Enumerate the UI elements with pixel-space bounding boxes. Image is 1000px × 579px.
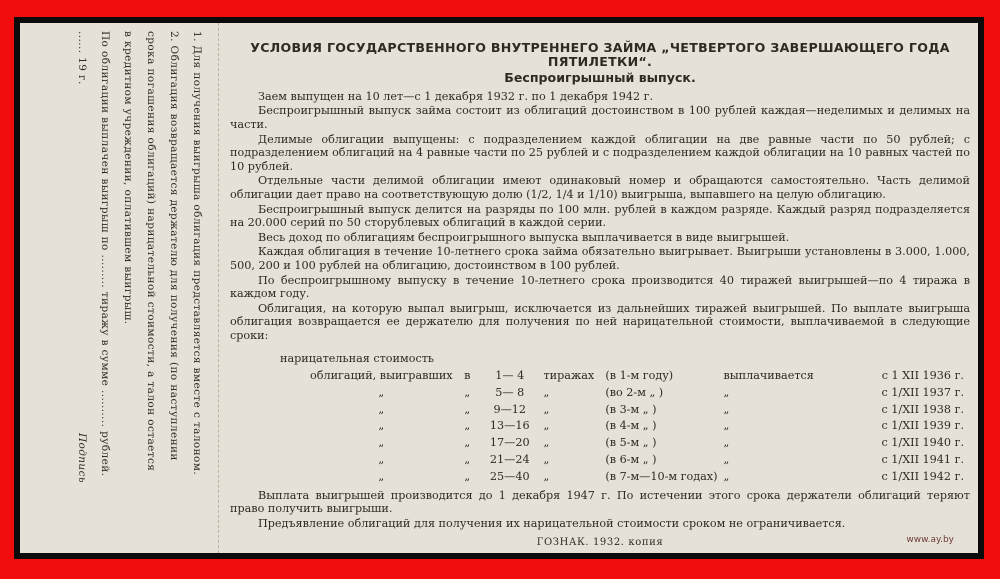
schedule-cell-verb: „: [723, 469, 730, 483]
document-title: УСЛОВИЯ ГОСУДАРСТВЕННОГО ВНУТРЕННЕГО ЗАЙМА „ЧЕТВЕРТОГО ЗАВЕРШАЮЩЕГО ГОДА ПЯТИЛЕТКИ“.: [250, 40, 950, 69]
schedule-cell-date: с 1/XII 1939 г.: [881, 419, 964, 433]
stub-signature: Подпись: [76, 432, 88, 483]
paragraph: Беспроигрышный выпуск делится на разряды по 100 млн. рублей в каждом разряде. Каждый разряд подразделяется на 20.000 серий по 50 сторублевых облигаций в каждой серии.: [230, 202, 970, 230]
stub-line-2b: срока погашения облигаций) нарицательной стоимости, а талон остается: [145, 31, 157, 472]
schedule-cell-word: тиражах: [543, 369, 595, 383]
stub-line-1: 1. Для получения выигрыша облигация представляется вместе с талоном.: [191, 31, 203, 476]
schedule-cell-in: „: [464, 385, 471, 399]
schedule-row: [310, 385, 970, 402]
schedule-cell-who: „: [378, 419, 385, 433]
schedule-row: [310, 402, 970, 419]
schedule-cell-verb: „: [723, 453, 730, 467]
site-watermark: www.ay.by: [906, 535, 954, 545]
closing-paragraph: Предъявление облигаций для получения их нарицательной стоимости сроком не ограничивается.: [258, 516, 846, 530]
paragraph: Отдельные части делимой облигации имеют одинаковый номер и обращаются самостоятельно. Часть делимой облигации дает право на соответствующую долю (1/2, 1/4 и 1/10) выигрыша, выпавшего на целую облигацию.: [230, 174, 970, 201]
schedule-cell-in: в: [464, 369, 471, 383]
stub-line-2a: 2. Облигация возвращается держателю для получения (по наступлении: [168, 31, 180, 461]
paragraph: Делимые облигации выпущены: с подразделением каждой облигации на две равные части по 50 рублей; с подразделением облигаций на 4 равные части по 25 рублей и с подразделением каждой облигации на 10 равных частей по 10 рублей.: [230, 132, 970, 173]
coupon-stub: [20, 23, 219, 553]
schedule-cell-who: „: [378, 385, 385, 399]
paragraph: Каждая облигация в течение 10-летнего срока займа обязательно выигрывает. Выигрыши установлены в 3.000, 1.000, 500, 200 и 100 рублей на облигацию, достоинством в 100 рублей.: [230, 245, 970, 272]
schedule-cell-year: (в 5-м „ ): [605, 436, 657, 450]
schedule-cell-range: 13—16: [489, 419, 530, 433]
schedule-row: [310, 368, 970, 385]
schedule-cell-who: облигаций, выигравших: [310, 369, 453, 383]
document-subtitle: Беспроигрышный выпуск.: [504, 70, 696, 86]
paragraph: Весь доход по облигациям беспроигрышного выпуска выплачивается в виде выигрышей.: [258, 230, 790, 244]
schedule-cell-year: (в 7-м—10-м годах): [605, 469, 718, 483]
redemption-schedule: [310, 368, 970, 486]
schedule-heading: нарицательная стоимость: [280, 352, 434, 366]
schedule-cell-who: „: [378, 436, 385, 450]
schedule-cell-who: „: [378, 469, 385, 483]
schedule-row: [310, 452, 970, 469]
schedule-cell-date: с 1 XII 1936 г.: [881, 369, 964, 383]
schedule-cell-range: 21—24: [489, 453, 530, 467]
paragraph: Беспроигрышный выпуск займа состоит из облигаций достоинством в 100 рублей каждая—неделимых и делимых на части.: [230, 104, 970, 131]
schedule-cell-in: „: [464, 436, 471, 450]
schedule-cell-year: (в 4-м „ ): [605, 419, 657, 433]
schedule-cell-in: „: [464, 419, 471, 433]
schedule-cell-date: с 1/XII 1937 г.: [881, 385, 964, 399]
schedule-cell-who: „: [378, 453, 385, 467]
schedule-cell-word: „: [543, 436, 550, 450]
schedule-cell-range: 25—40: [489, 469, 530, 483]
schedule-cell-year: (во 2-м „ ): [605, 385, 664, 399]
stub-sign-row: [70, 31, 93, 543]
schedule-cell-in: „: [464, 402, 471, 416]
stub-date: ...... 19 г.: [76, 31, 88, 85]
schedule-cell-year: (в 6-м „ ): [605, 453, 657, 467]
schedule-cell-in: „: [464, 469, 471, 483]
schedule-cell-date: с 1/XII 1938 г.: [881, 402, 964, 416]
conditions-text: [230, 41, 970, 553]
schedule-row: [310, 418, 970, 435]
schedule-cell-range: 1— 4: [495, 369, 525, 383]
bond-paper: [20, 23, 978, 553]
schedule-cell-date: с 1/XII 1940 г.: [881, 436, 964, 450]
schedule-cell-verb: „: [723, 385, 730, 399]
schedule-cell-date: с 1/XII 1942 г.: [881, 469, 964, 483]
schedule-cell-range: 5— 8: [495, 385, 525, 399]
schedule-cell-word: „: [543, 419, 550, 433]
stub-rotated-text: [38, 31, 208, 543]
schedule-cell-range: 9—12: [493, 402, 527, 416]
paragraph: Заем выпущен на 10 лет—с 1 декабря 1932 г. по 1 декабря 1942 г.: [258, 89, 654, 103]
printer-mark: ГОЗНАК. 1932. копия: [536, 537, 664, 549]
schedule-row: [310, 469, 970, 486]
schedule-cell-word: „: [543, 385, 550, 399]
schedule-cell-in: „: [464, 453, 471, 467]
schedule-cell-verb: „: [723, 402, 730, 416]
schedule-cell-word: „: [543, 402, 550, 416]
schedule-cell-verb: „: [723, 436, 730, 450]
paragraph: По беспроигрышному выпуску в течение 10-летнего срока производится 40 тиражей выигрышей—по 4 тиража в каждом году.: [230, 273, 970, 301]
schedule-cell-who: „: [378, 402, 385, 416]
schedule-cell-range: 17—20: [489, 436, 530, 450]
schedule-cell-verb: выплачивается: [723, 369, 814, 383]
schedule-row: [310, 435, 970, 452]
paragraph: Облигация, на которую выпал выигрыш, исключается из дальнейших тиражей выигрышей. По выплате выигрыша облигация возвращается ее держателю для получения по ней нарицательной стоимости, выплачиваемой в следующие сроки:: [230, 301, 970, 342]
schedule-cell-year: (в 1-м году): [605, 369, 674, 383]
schedule-cell-word: „: [543, 453, 550, 467]
closing-paragraph: Выплата выигрышей производится до 1 декабря 1947 г. По истечении этого срока держатели облигаций теряют право получить выигрыши.: [230, 488, 970, 516]
stub-line-2c: в кредитном учреждении, оплатившем выигрыш.: [122, 31, 134, 325]
schedule-cell-word: „: [543, 469, 550, 483]
stub-line-3: По облигации выплачен выигрыш по ......... тиражу в сумме .......... рублей.: [99, 31, 111, 477]
schedule-cell-verb: „: [723, 419, 730, 433]
schedule-cell-date: с 1/XII 1941 г.: [881, 453, 964, 467]
schedule-cell-year: (в 3-м „ ): [605, 402, 657, 416]
